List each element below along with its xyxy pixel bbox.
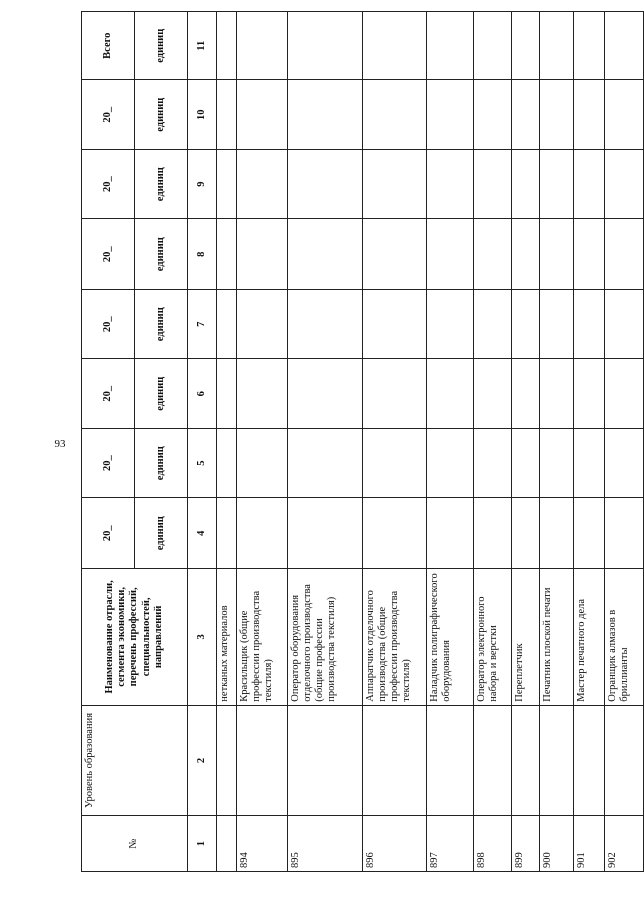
row-level [363, 705, 427, 815]
header-units: единиц [135, 290, 188, 359]
row-no: 895 [288, 816, 363, 872]
row-level [540, 705, 574, 815]
table-container [81, 11, 631, 872]
workforce-table [81, 11, 644, 872]
row-name: Аппаратчик отделочного производства (общие профессии производства текстиля) [363, 569, 427, 706]
row-level [605, 705, 644, 815]
row-no: 894 [237, 816, 288, 872]
row-level [574, 705, 605, 815]
row-no: 897 [427, 816, 474, 872]
column-number: 3 [188, 569, 217, 706]
row-name: Огранщик алмазов в бриллианты [605, 569, 644, 706]
rotated-page [81, 11, 631, 872]
column-number: 9 [188, 149, 217, 218]
row-name: Переплетчик [512, 569, 540, 706]
row-name: Печатник плоской печати [540, 569, 574, 706]
header-name: Наименование отрасли, сегмента экономики, перечень профессий, специальностей, направлений [82, 569, 188, 706]
header-total: Всего [82, 12, 135, 80]
row-level [217, 705, 237, 815]
header-year-4: 20_ [82, 290, 135, 359]
row-name: Наладчик полиграфического оборудования [427, 569, 474, 706]
row-name: Красильщик (общие профессии производства текстиля) [237, 569, 288, 706]
row-no [217, 816, 237, 872]
row-no: 898 [474, 816, 512, 872]
column-number: 2 [188, 705, 217, 815]
row-no: 900 [540, 816, 574, 872]
row-no: 896 [363, 816, 427, 872]
row-name: Мастер печатного дела [574, 569, 605, 706]
column-number: 8 [188, 219, 217, 290]
row-level [237, 705, 288, 815]
row-no: 899 [512, 816, 540, 872]
header-year-7: 20_ [82, 80, 135, 149]
row-name: Оператор оборудования отделочного производства (общие профессии производства текстиля) [288, 569, 363, 706]
column-number: 1 [188, 816, 217, 872]
row-level [288, 705, 363, 815]
column-number: 7 [188, 290, 217, 359]
header-year-1: 20_ [82, 498, 135, 569]
column-number: 5 [188, 428, 217, 497]
row-level [512, 705, 540, 815]
header-units: единиц [135, 498, 188, 569]
header-year-6: 20_ [82, 149, 135, 218]
row-level [427, 705, 474, 815]
row-no: 901 [574, 816, 605, 872]
column-number: 10 [188, 80, 217, 149]
header-units: единиц [135, 12, 188, 80]
row-name: Оператор электронного набора и верстки [474, 569, 512, 706]
page-number: 93 [54, 438, 66, 450]
header-units: единиц [135, 359, 188, 428]
header-units: единиц [135, 219, 188, 290]
header-level: Уровень образования [82, 705, 188, 815]
header-units: единиц [135, 149, 188, 218]
column-number: 4 [188, 498, 217, 569]
row-no: 902 [605, 816, 644, 872]
header-units: единиц [135, 80, 188, 149]
header-year-5: 20_ [82, 219, 135, 290]
row-name: нетканых материалов [217, 569, 237, 706]
header-year-2: 20_ [82, 428, 135, 497]
header-units: единиц [135, 428, 188, 497]
column-number: 11 [188, 12, 217, 80]
header-no: № [82, 816, 188, 872]
row-level [474, 705, 512, 815]
column-number: 6 [188, 359, 217, 428]
header-year-3: 20_ [82, 359, 135, 428]
